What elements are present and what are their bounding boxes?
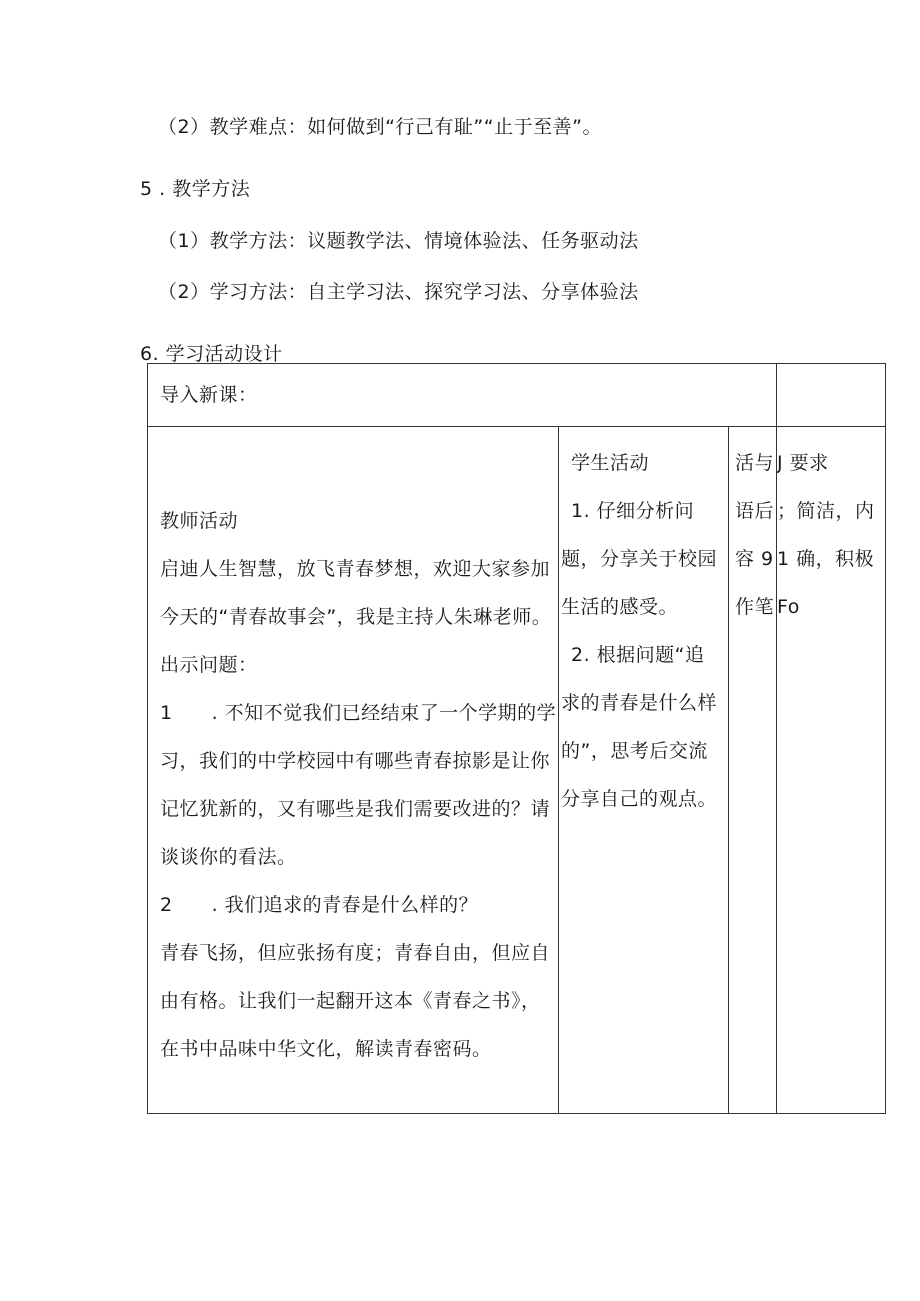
student-activity-cell bbox=[559, 427, 729, 1114]
activity-design-table bbox=[147, 363, 886, 1114]
learning-method-item: （2）学习方法：自主学习法、探究学习法、分享体验法 bbox=[158, 281, 639, 303]
teacher-line: 出示问题： bbox=[160, 654, 258, 676]
intro-cell bbox=[148, 364, 777, 427]
teaching-methods-heading: 5 . 教学方法 bbox=[140, 178, 251, 200]
design-intent-line: 作笔 bbox=[735, 596, 775, 618]
requirement-line: ；简洁，内 bbox=[777, 500, 875, 522]
student-line: 题，分享关于校园 bbox=[561, 548, 718, 570]
requirement-line: J 要求 bbox=[777, 452, 829, 474]
design-intent-line: 活与 bbox=[735, 452, 775, 474]
design-intent-line: 容 9 bbox=[735, 548, 774, 570]
teacher-line: 谈谈你的看法。 bbox=[160, 846, 297, 868]
requirement-cell bbox=[777, 427, 886, 1114]
student-line: 分享自己的观点。 bbox=[561, 788, 718, 810]
requirement-line: Fo bbox=[777, 596, 800, 618]
teacher-line: 教师活动 bbox=[160, 510, 239, 532]
teacher-line: 今天的“青春故事会”，我是主持人朱琳老师。 bbox=[160, 606, 552, 628]
teacher-line: 2 . 我们追求的青春是什么样的？ bbox=[160, 894, 479, 916]
teacher-line: 由有格。让我们一起翻开这本《青春之书》， bbox=[160, 990, 541, 1012]
teacher-line: 1 . 不知不觉我们已经结束了一个学期的学 bbox=[160, 702, 557, 724]
intro-side-cell bbox=[777, 364, 886, 427]
teacher-line: 启迪人生智慧，放飞青春梦想，欢迎大家参加 bbox=[160, 558, 551, 580]
design-intent-cell bbox=[729, 427, 777, 1114]
teacher-line: 习，我们的中学校园中有哪些青春掠影是让你 bbox=[160, 750, 551, 772]
activity-design-heading: 6. 学习活动设计 bbox=[140, 343, 283, 365]
teaching-method-item: （1）教学方法：议题教学法、情境体验法、任务驱动法 bbox=[158, 230, 639, 252]
intro-label: 导入新课： bbox=[160, 384, 258, 406]
student-line: 的”，思考后交流 bbox=[561, 740, 708, 762]
student-line: 1. 仔细分析问 bbox=[571, 500, 695, 522]
student-line: 学生活动 bbox=[571, 452, 650, 474]
teacher-line: 青春飞扬，但应张扬有度；青春自由，但应自 bbox=[160, 942, 551, 964]
design-intent-line: 语后 bbox=[735, 500, 775, 522]
student-line: 求的青春是什么样 bbox=[561, 692, 718, 714]
teacher-line: 在书中品味中华文化，解读青春密码。 bbox=[160, 1038, 492, 1060]
teaching-difficulty-line: （2）教学难点：如何做到“行己有耻”“止于至善”。 bbox=[158, 116, 602, 138]
student-line: 生活的感受。 bbox=[561, 596, 679, 618]
student-line: 2. 根据问题“追 bbox=[571, 644, 705, 666]
teacher-activity-cell bbox=[148, 427, 559, 1114]
requirement-line: 1 确，积极 bbox=[777, 548, 875, 570]
teacher-line: 记忆犹新的，又有哪些是我们需要改进的？请 bbox=[160, 798, 551, 820]
